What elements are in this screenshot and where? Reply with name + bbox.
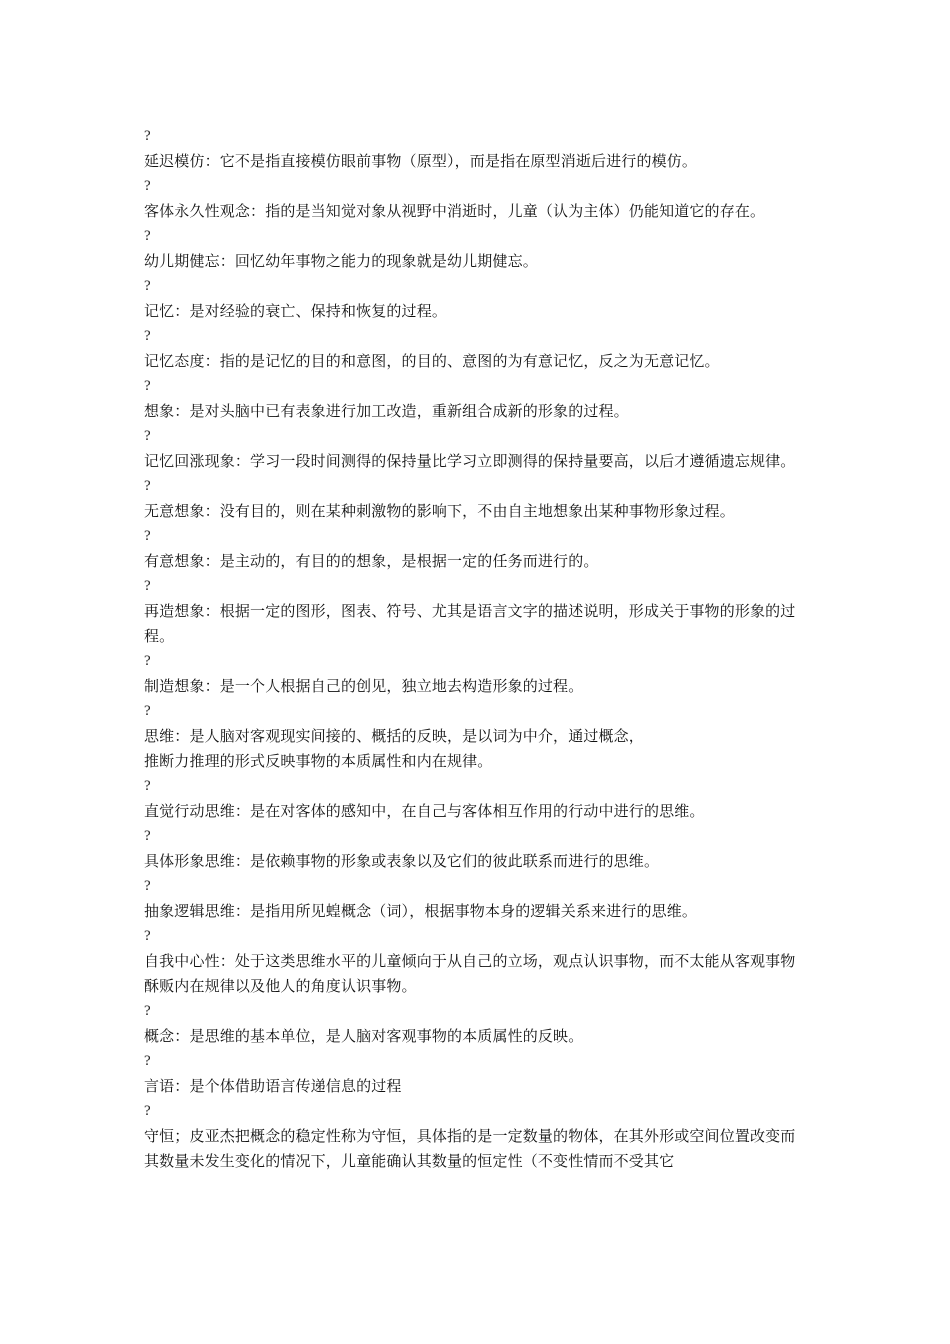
definition-text: 直觉行动思维：是在对客体的感知中，在自己与客体相互作用的行动中进行的思维。: [144, 802, 705, 820]
bullet-marker: ?: [144, 128, 151, 144]
definition-text: 有意想象：是主动的，有目的的想象，是根据一定的任务而进行的。: [144, 552, 599, 570]
definition-entry: [144, 524, 810, 574]
definition-text: 无意想象：没有目的，则在某种刺激物的影响下，不由自主地想象出某种事物形象过程。: [144, 502, 735, 520]
bullet-marker: ?: [144, 1103, 151, 1119]
definition-text: 延迟模仿：它不是指直接模仿眼前事物（原型），而是指在原型消逝后进行的模仿。: [144, 152, 698, 170]
definition-text: 具体形象思维：是依赖事物的形象或表象以及它们的彼此联系而进行的思维。: [144, 852, 660, 870]
definition-entry: [144, 1049, 810, 1099]
bullet-marker: ?: [144, 703, 151, 719]
definition-entry: [144, 324, 810, 374]
definition-entry: [144, 649, 810, 699]
definition-text: 自我中心性：处于这类思维水平的儿童倾向于从自己的立场，观点认识事物，而不太能从客观事物酥贩内在规律以及他人的角度认识事物。: [144, 952, 796, 995]
definition-entry: [144, 574, 810, 649]
definition-text: 概念：是思维的基本单位，是人脑对客观事物的本质属性的反映。: [144, 1027, 584, 1045]
bullet-marker: ?: [144, 228, 151, 244]
definition-entry: [144, 274, 810, 324]
bullet-marker: ?: [144, 478, 151, 494]
definition-text: 想象：是对头脑中已有表象进行加工改造，重新组合成新的形象的过程。: [144, 402, 629, 420]
definition-entry: [144, 874, 810, 924]
bullet-marker: ?: [144, 528, 151, 544]
definition-text: 思维：是人脑对客观现实间接的、概括的反映，是以词为中介，通过概念，: [144, 727, 644, 745]
bullet-marker: ?: [144, 378, 151, 394]
definition-entry: [144, 924, 810, 999]
definition-text: 记忆：是对经验的衰亡、保持和恢复的过程。: [144, 302, 448, 320]
definition-text-continued: 推断力推理的形式反映事物的本质属性和内在规律。: [144, 752, 493, 770]
definition-text: 记忆回涨现象：学习一段时间测得的保持量比学习立即测得的保持量要高，以后才遵循遗忘规律。: [144, 452, 796, 470]
document-body: [144, 124, 810, 1174]
bullet-marker: ?: [144, 928, 151, 944]
definition-entry: [144, 474, 810, 524]
bullet-marker: ?: [144, 778, 151, 794]
definition-text: 言语：是个体借助语言传递信息的过程: [144, 1077, 402, 1095]
definition-text: 记忆态度：指的是记忆的目的和意图，的目的、意图的为有意记忆，反之为无意记忆。: [144, 352, 720, 370]
bullet-marker: ?: [144, 178, 151, 194]
definition-text: 制造想象：是一个人根据自己的创见，独立地去构造形象的过程。: [144, 677, 584, 695]
bullet-marker: ?: [144, 1053, 151, 1069]
definition-entry: [144, 224, 810, 274]
definition-text: 守恒；皮亚杰把概念的稳定性称为守恒，具体指的是一定数量的物体，在其外形或空间位置改变而其数量未发生变化的情况下，儿童能确认其数量的恒定性（不变性情而不受其它: [144, 1127, 796, 1170]
bullet-marker: ?: [144, 278, 151, 294]
bullet-marker: ?: [144, 653, 151, 669]
definition-text: 再造想象：根据一定的图形，图表、符号、尤其是语言文字的描述说明，形成关于事物的形象的过程。: [144, 602, 796, 645]
definition-entry: [144, 174, 810, 224]
definition-entry: [144, 824, 810, 874]
bullet-marker: ?: [144, 828, 151, 844]
definition-entry: [144, 1099, 810, 1174]
definition-text: 客体永久性观念：指的是当知觉对象从视野中消逝时，儿童（认为主体）仍能知道它的存在。: [144, 202, 766, 220]
definition-entry: [144, 374, 810, 424]
bullet-marker: ?: [144, 1003, 151, 1019]
definition-text: 幼儿期健忘：回忆幼年事物之能力的现象就是幼儿期健忘。: [144, 252, 538, 270]
definition-entry: [144, 699, 810, 774]
definition-entry: [144, 999, 810, 1049]
definition-entry: [144, 774, 810, 824]
bullet-marker: ?: [144, 578, 151, 594]
definition-text: 抽象逻辑思维：是指用所见蝗概念（词），根据事物本身的逻辑关系来进行的思维。: [144, 902, 698, 920]
bullet-marker: ?: [144, 428, 151, 444]
definition-entry: [144, 424, 810, 474]
bullet-marker: ?: [144, 328, 151, 344]
bullet-marker: ?: [144, 878, 151, 894]
definition-entry: [144, 124, 810, 174]
